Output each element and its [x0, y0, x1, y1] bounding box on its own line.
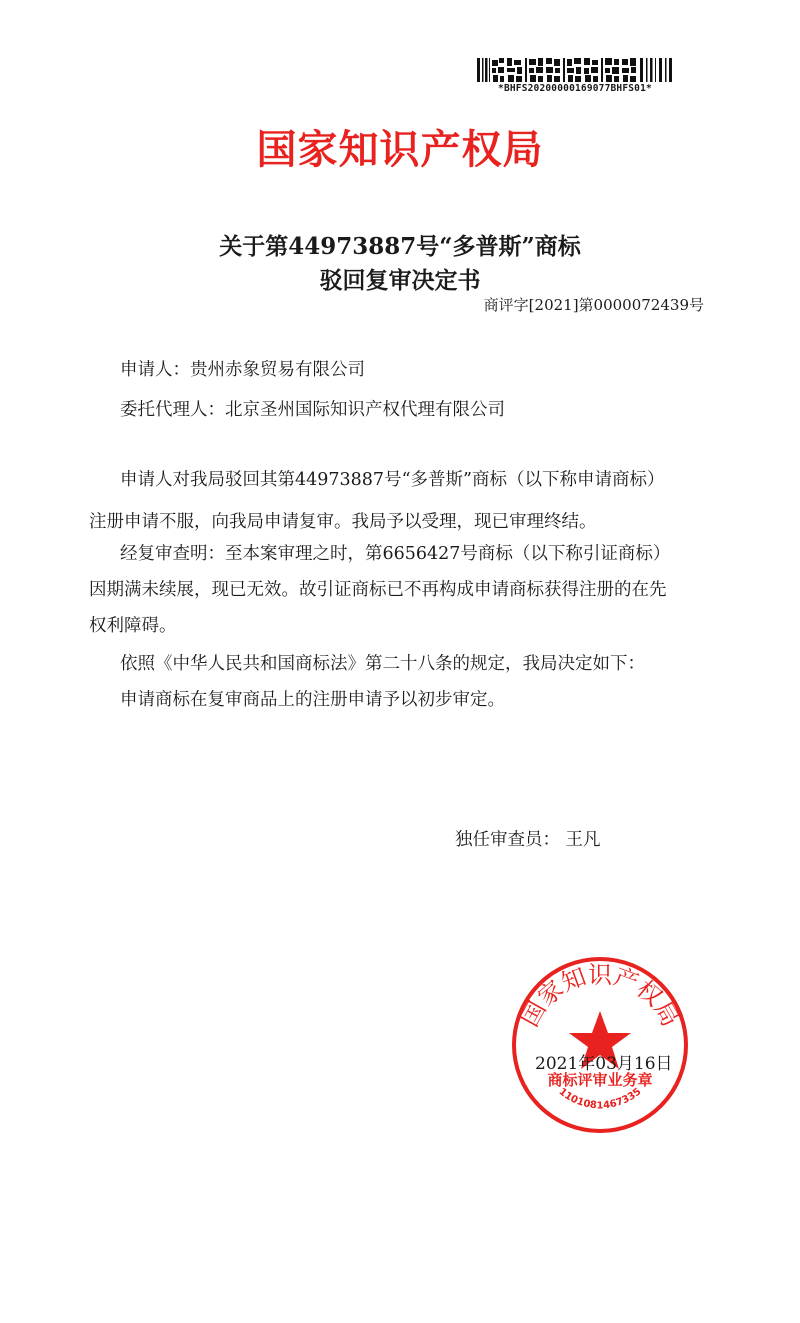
barcode	[477, 58, 673, 82]
seal-bottom-text: 商标评审业务章	[547, 1071, 653, 1089]
seal-top-text: 国家知识产权局	[515, 961, 685, 1032]
paragraph-2-line-1: 经复审查明：至本案审理之时，第6656427号商标（以下称引证商标）	[120, 544, 671, 564]
barcode-number: *BHFS20200000169077BHFS01*	[498, 83, 652, 94]
applicant-line: 申请人：贵州赤象贸易有限公司	[120, 360, 365, 380]
document-title-line1: 关于第44973887号“多普斯”商标	[219, 233, 581, 260]
document-title-line2: 驳回复审决定书	[319, 267, 481, 294]
decision-date: 2021年03月16日	[535, 1054, 673, 1074]
agency-header: 国家知识产权局	[256, 127, 544, 173]
paragraph-3: 依照《中华人民共和国商标法》第二十八条的规定，我局决定如下：	[120, 654, 645, 674]
examiner-signature: 独任审查员： 王凡	[455, 830, 601, 850]
document-number: 商评字[2021]第0000072439号	[483, 296, 704, 314]
paragraph-1-line-2: 注册申请不服，向我局申请复审。我局予以受理，现已审理终结。	[89, 512, 597, 532]
paragraph-2-line-2: 因期满未续展，现已无效。故引证商标已不再构成申请商标获得注册的在先	[89, 580, 667, 600]
agent-line: 委托代理人：北京圣州国际知识产权代理有限公司	[120, 400, 505, 420]
official-seal	[510, 955, 690, 1135]
paragraph-2-line-3: 权利障碍。	[89, 616, 177, 636]
paragraph-1-line-1: 申请人对我局驳回其第44973887号“多普斯”商标（以下称申请商标）	[120, 470, 665, 490]
seal-number: 1101081467335	[556, 1086, 644, 1112]
paragraph-4: 申请商标在复审商品上的注册申请予以初步审定。	[120, 690, 505, 710]
